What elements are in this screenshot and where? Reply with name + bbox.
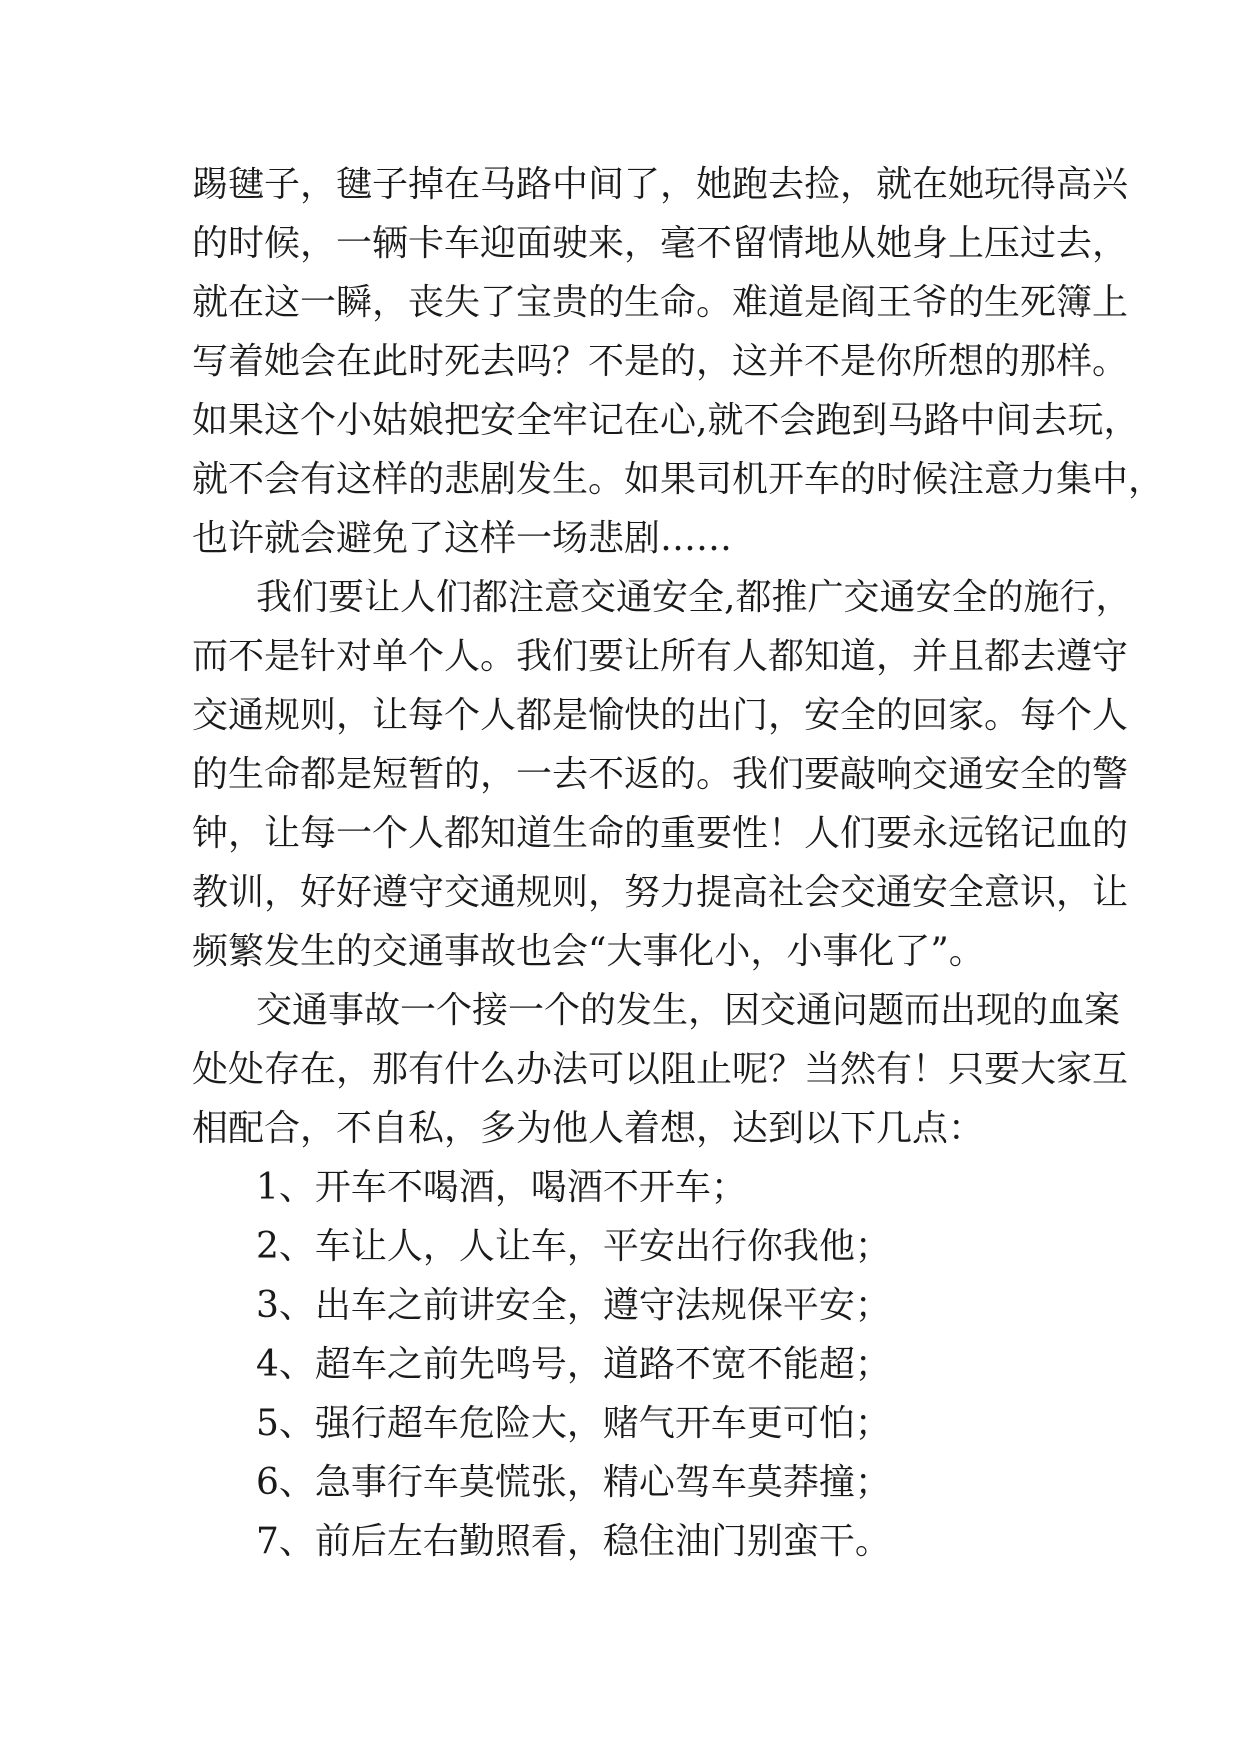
text-line: 而不是针对单个人。我们要让所有人都知道，并且都去遵守 bbox=[192, 636, 1129, 677]
text-line: 写着她会在此时死去吗？不是的，这并不是你所想的那样。 bbox=[192, 341, 1129, 382]
text-line: 5、强行超车危险大，赌气开车更可怕； bbox=[256, 1403, 891, 1444]
text-line: 如果这个小姑娘把安全牢记在心,就不会跑到马路中间去玩， bbox=[192, 400, 1140, 441]
text-line: 7、前后左右勤照看，稳住油门别蛮干。 bbox=[256, 1521, 891, 1562]
text-line: 交通事故一个接一个的发生，因交通问题而出现的血案 bbox=[256, 990, 1121, 1031]
text-line: 4、超车之前先鸣号，道路不宽不能超； bbox=[256, 1344, 891, 1385]
text-line: 钟，让每一个人都知道生命的重要性！人们要永远铭记血的 bbox=[192, 813, 1129, 854]
text-line: 我们要让人们都注意交通安全,都推广交通安全的施行， bbox=[256, 577, 1132, 618]
text-line: 相配合，不自私，多为他人着想，达到以下几点： bbox=[192, 1108, 985, 1149]
text-line: 也许就会避免了这样一场悲剧…… bbox=[192, 518, 733, 559]
text-line: 1、开车不喝酒，喝酒不开车； bbox=[256, 1167, 747, 1208]
text-line: 踢毽子，毽子掉在马路中间了，她跑去捡，就在她玩得高兴 bbox=[192, 164, 1129, 205]
text-line: 教训，好好遵守交通规则，努力提高社会交通安全意识，让 bbox=[192, 872, 1129, 913]
text-line: 处处存在，那有什么办法可以阻止呢？当然有！只要大家互 bbox=[192, 1049, 1129, 1090]
text-line: 就不会有这样的悲剧发生。如果司机开车的时候注意力集中， bbox=[192, 459, 1165, 500]
body-text bbox=[192, 155, 1165, 1571]
text-line: 频繁发生的交通事故也会“大事化小，小事化了”。 bbox=[192, 931, 985, 972]
text-line: 交通规则，让每个人都是愉快的出门，安全的回家。每个人 bbox=[192, 695, 1129, 736]
text-line: 6、急事行车莫慌张，精心驾车莫莽撞； bbox=[256, 1462, 891, 1503]
text-line: 2、车让人，人让车，平安出行你我他； bbox=[256, 1226, 891, 1267]
text-line: 的时候，一辆卡车迎面驶来，毫不留情地从她身上压过去， bbox=[192, 223, 1129, 264]
text-line: 3、出车之前讲安全，遵守法规保平安； bbox=[256, 1285, 891, 1326]
text-line: 的生命都是短暂的，一去不返的。我们要敲响交通安全的警 bbox=[192, 754, 1129, 795]
text-line: 就在这一瞬，丧失了宝贵的生命。难道是阎王爷的生死簿上 bbox=[192, 282, 1129, 323]
